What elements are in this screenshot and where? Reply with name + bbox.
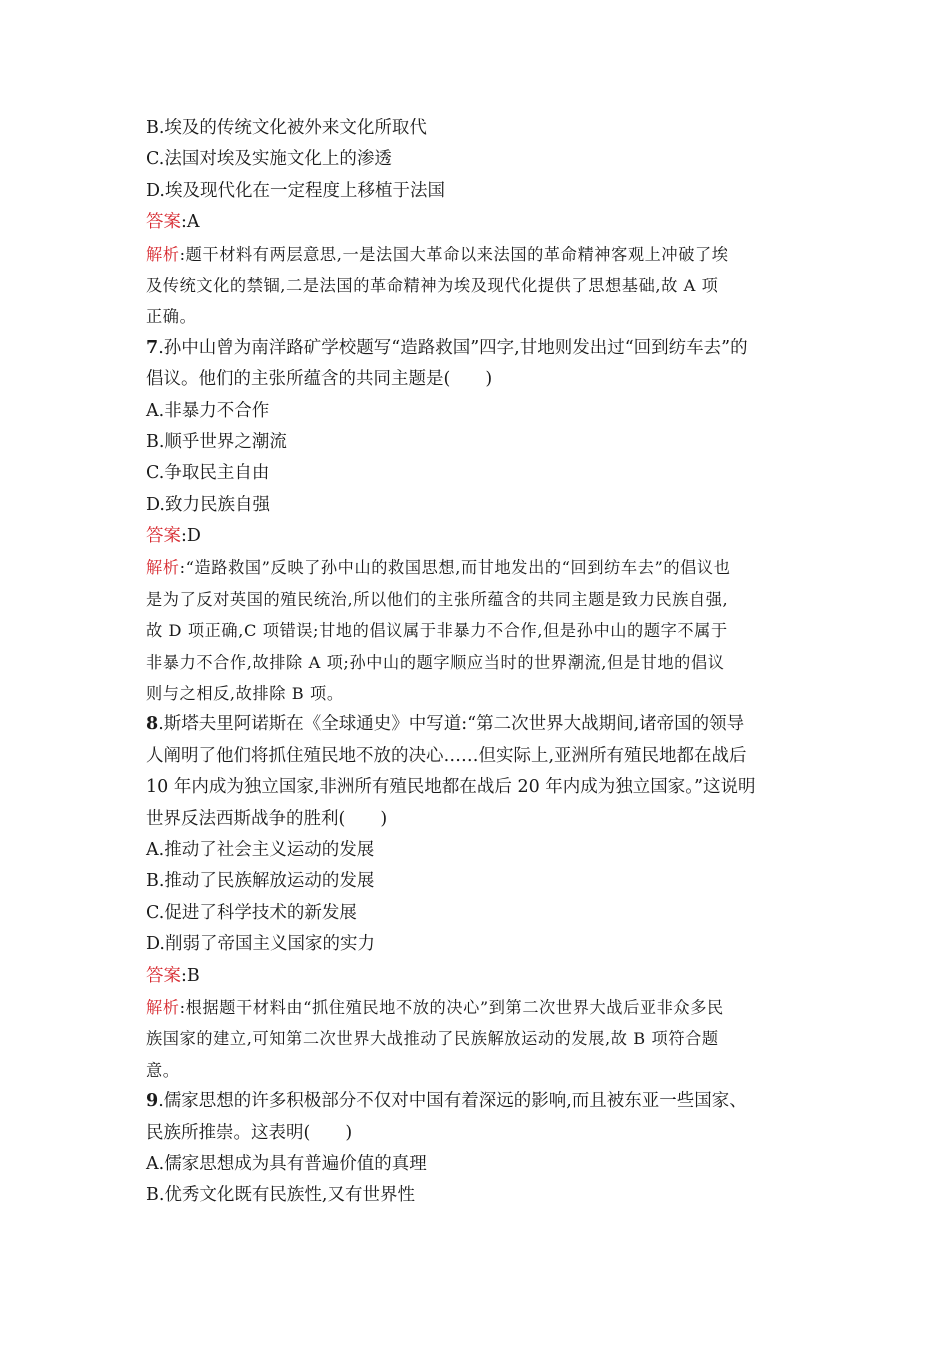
option-d: D.埃及现代化在一定程度上移植于法国 <box>146 180 445 201</box>
option-a: A.儒家思想成为具有普遍价值的真理 <box>146 1153 427 1174</box>
question-number: 7 <box>146 337 159 358</box>
option-b: B.优秀文化既有民族性,又有世界性 <box>146 1185 415 1206</box>
question-9 <box>146 1086 816 1212</box>
question-6 <box>146 113 816 333</box>
answer-line <box>146 521 816 552</box>
explanation-line <box>146 239 816 270</box>
question-stem: 10 年内成为独立国家,非洲所有殖民地都在战后 20 年内成为独立国家。”这说明 <box>146 777 756 798</box>
explanation-label: 解析 <box>146 244 180 264</box>
answer-value: :A <box>181 212 200 233</box>
question-stem <box>146 333 816 364</box>
answer-label: 答案 <box>146 526 181 547</box>
answer-label: 答案 <box>146 965 181 986</box>
stem-text: .孙中山曾为南洋路矿学校题写“造路救国”四字,甘地则发出过“回到纺车去”的 <box>158 337 748 358</box>
question-stem <box>146 1086 816 1117</box>
question-8 <box>146 709 816 1086</box>
explanation-line <box>146 552 816 583</box>
question-stem: 倡议。他们的主张所蕴含的共同主题是( ) <box>146 369 493 390</box>
option-a: A.非暴力不合作 <box>146 400 270 421</box>
question-stem <box>146 709 816 740</box>
explanation-line: 及传统文化的禁锢,二是法国的革命精神为埃及现代化提供了思想基础,故 A 项 <box>146 275 719 295</box>
stem-text: .儒家思想的许多积极部分不仅对中国有着深远的影响,而且被东亚一些国家、 <box>158 1091 747 1112</box>
explanation-line: 则与之相反,故排除 B 项。 <box>146 684 344 704</box>
option-c: C.法国对埃及实施文化上的渗透 <box>146 149 392 170</box>
question-stem: 人阐明了他们将抓住殖民地不放的决心……但实际上,亚洲所有殖民地都在战后 <box>146 745 747 766</box>
answer-value: :D <box>181 526 201 547</box>
option-b: B.顺乎世界之潮流 <box>146 431 287 452</box>
explanation-line: 是为了反对英国的殖民统治,所以他们的主张所蕴含的共同主题是致力民族自强, <box>146 589 729 609</box>
option-a: A.推动了社会主义运动的发展 <box>146 839 375 860</box>
option-c: C.争取民主自由 <box>146 463 270 484</box>
explanation-line: 故 D 项正确,C 项错误;甘地的倡议属于非暴力不合作,但是孙中山的题字不属于 <box>146 621 728 641</box>
answer-label: 答案 <box>146 212 181 233</box>
explanation-line: 意。 <box>146 1060 180 1080</box>
question-number: 9 <box>146 1091 159 1112</box>
option-c: C.促进了科学技术的新发展 <box>146 902 357 923</box>
answer-line <box>146 207 816 238</box>
stem-text: .斯塔夫里阿诺斯在《全球通史》中写道:“第二次世界大战期间,诸帝国的领导 <box>158 714 745 735</box>
explanation-label: 解析 <box>146 997 180 1017</box>
explanation-line <box>146 992 816 1023</box>
document-page <box>146 113 816 1212</box>
answer-value: :B <box>181 965 200 986</box>
question-7 <box>146 333 816 710</box>
question-stem: 世界反法西斯战争的胜利( ) <box>146 808 388 829</box>
explanation-text: :根据题干材料由“抓住殖民地不放的决心”到第二次世界大战后亚非众多民 <box>179 997 724 1017</box>
answer-line <box>146 961 816 992</box>
explanation-line: 非暴力不合作,故排除 A 项;孙中山的题字顺应当时的世界潮流,但是甘地的倡议 <box>146 652 725 672</box>
question-stem: 民族所推崇。这表明( ) <box>146 1122 353 1143</box>
option-d: D.削弱了帝国主义国家的实力 <box>146 934 375 955</box>
option-b: B.推动了民族解放运动的发展 <box>146 871 375 892</box>
explanation-text: :题干材料有两层意思,一是法国大革命以来法国的革命精神客观上冲破了埃 <box>179 244 729 264</box>
explanation-label: 解析 <box>146 558 180 578</box>
explanation-line: 族国家的建立,可知第二次世界大战推动了民族解放运动的发展,故 B 项符合题 <box>146 1029 719 1049</box>
option-d: D.致力民族自强 <box>146 494 270 515</box>
question-number: 8 <box>146 714 159 735</box>
explanation-line: 正确。 <box>146 307 197 327</box>
option-b: B.埃及的传统文化被外来文化所取代 <box>146 118 427 138</box>
explanation-text: :“造路救国”反映了孙中山的救国思想,而甘地发出的“回到纺车去”的倡议也 <box>179 558 731 578</box>
